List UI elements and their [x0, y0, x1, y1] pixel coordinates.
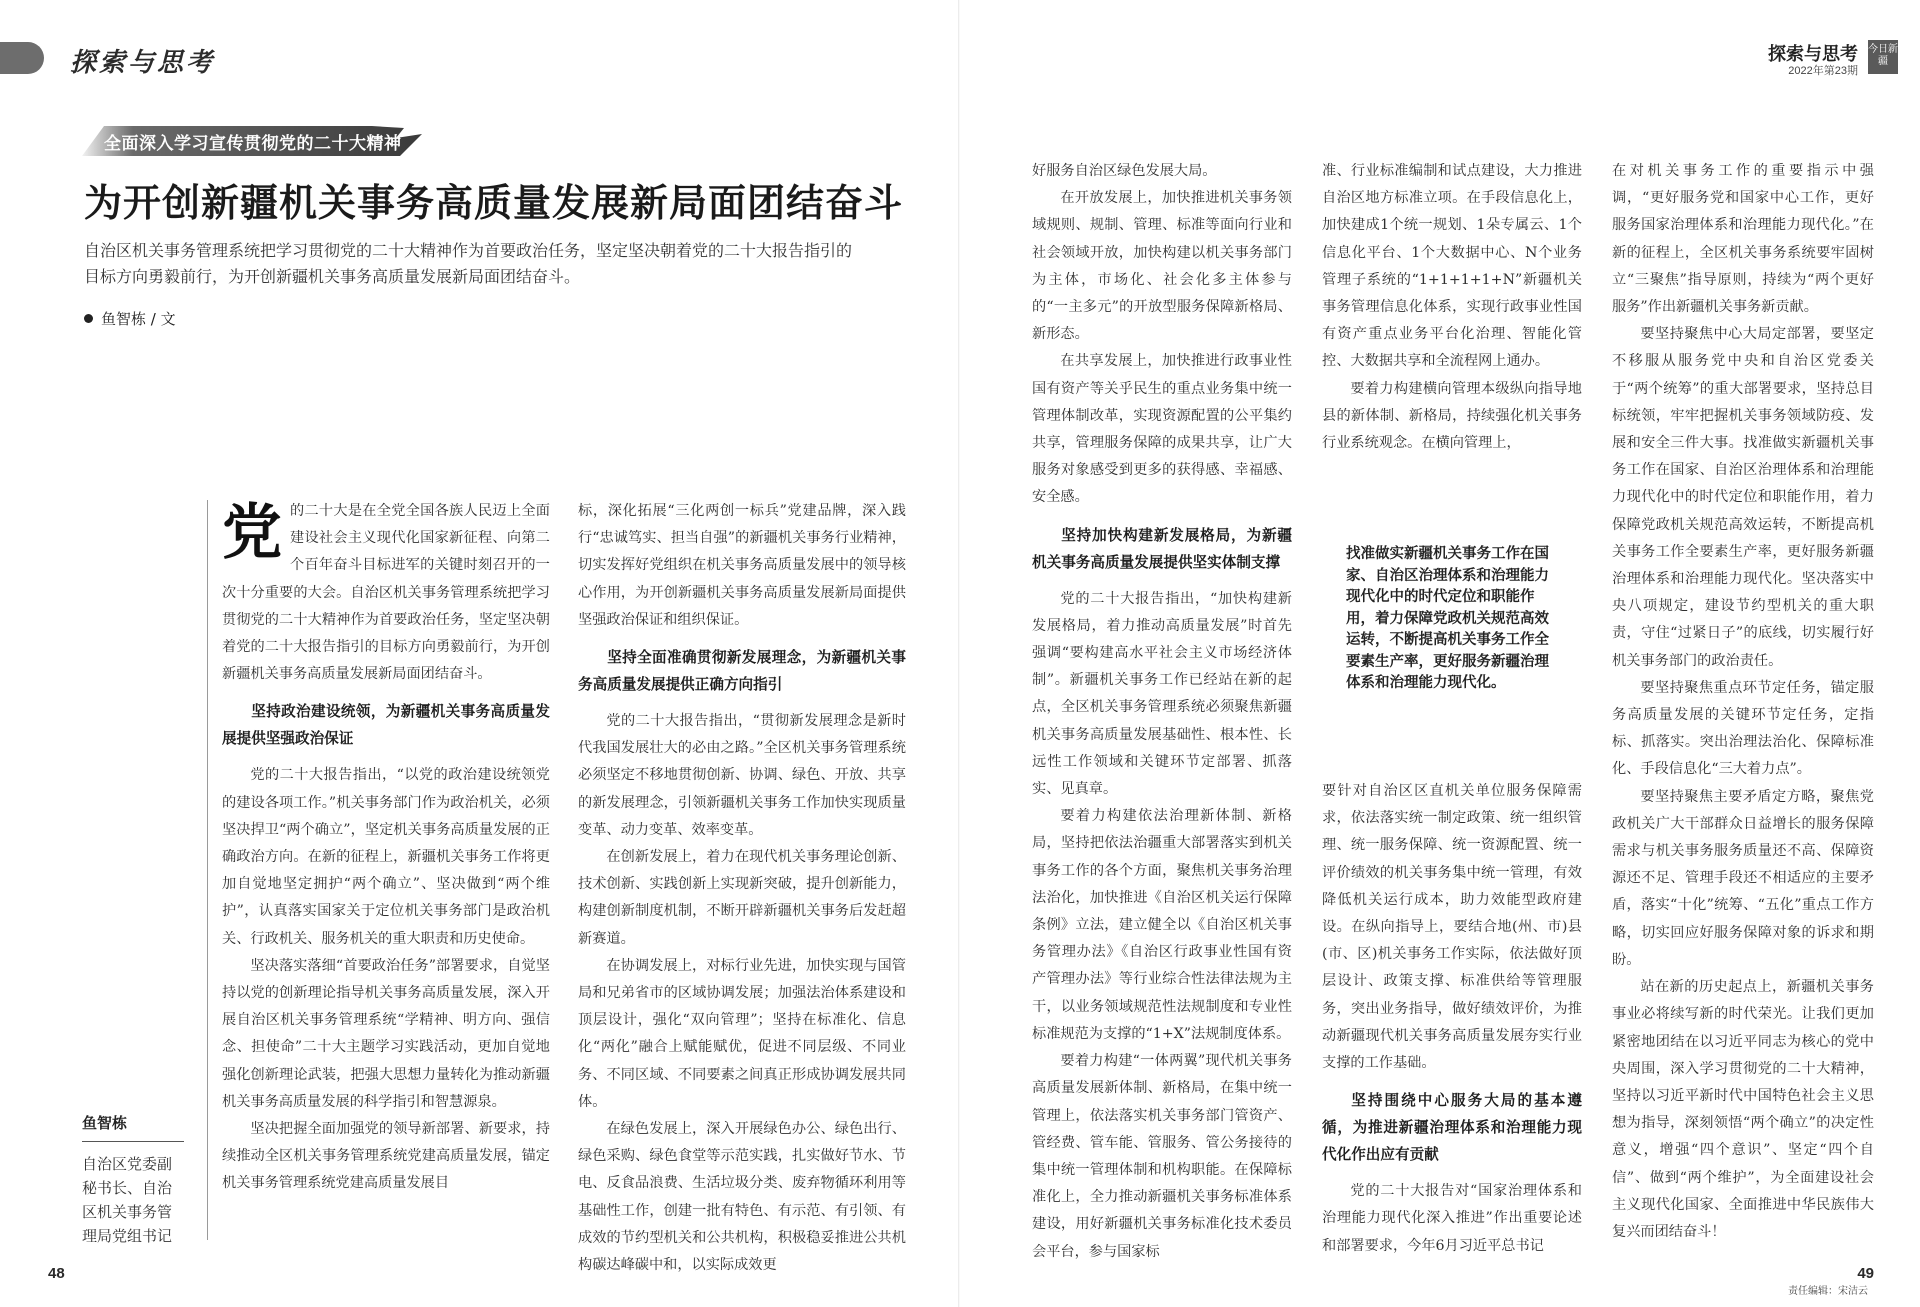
paragraph: 在共享发展上，加快推进行政事业性国有资产等关乎民生的重点业务集中统一管理体制改革，实现资源配置的公平集约共享，管理服务保障的成果共享，让广大服务对象感受到更多的获得感、幸福感、安全感。	[1032, 353, 1292, 506]
section-heading: 坚持围绕中心服务大局的基本遵循，为推进新疆治理体系和治理能力现代化作出应有贡献	[1322, 1092, 1582, 1164]
author-description: 自治区党委副秘书长、自治区机关事务管理局党组书记	[82, 1155, 173, 1245]
paragraph: 党的二十大报告指出，“以党的政治建设统领党的建设各项工作。”机关事务部门作为政治机关，必须坚决捍卫“两个确立”，坚定机关事务高质量发展的正确政治方向。在新的征程上，新疆机关事务工作将更加自觉地坚定拥护“两个确立”、坚决做到“两个维护”，认真落实国家关于定位机关事务部门是政治机关、行政机关、服务机关的重大职责和历史使命。	[222, 767, 550, 947]
paragraph: 要坚持聚焦中心大局定部署，要坚定不移服从服务党中央和自治区党委关于“两个统筹”的重大部署要求，坚持总目标统领，牢牢把握机关事务领域防疫、发展和安全三件大事。找准做实新疆机关事务工作在国家、自治区治理体系和治理能力现代化中的时代定位和职能作用，着力保障党政机关规范高效运转，不断提高机关事务工作全要素生产率，更好服务新疆治理体系和治理能力现代化。坚决落实中央八项规定，建设节约型机关的重大职责，守住“过紧日子”的底线，切实履行好机关事务部门的政治责任。	[1612, 326, 1874, 669]
paragraph	[222, 498, 550, 688]
text-column-4-top	[1322, 158, 1582, 478]
issue-label: 2022年第23期	[1788, 65, 1858, 77]
author-name: 鱼智栋	[82, 1114, 128, 1132]
paragraph: 要坚持聚焦重点环节定任务，锚定服务高质量发展的关键环节定任务，定指标、抓落实。突出治理法治化、保障标准化、手段信息化“三大着力点”。	[1612, 679, 1874, 778]
paragraph: 要坚持聚焦主要矛盾定方略，聚焦党政机关广大干部群众日益增长的服务保障需求与机关事务服务质量还不高、保障资源还不足、管理手段还不相适应的主要矛盾，落实“十化”统筹、“五化”重点工作方略，切实回应好服务保障对象的诉求和期盼。	[1612, 788, 1874, 968]
column-divider	[207, 500, 208, 1240]
text-column-2	[578, 498, 906, 1274]
paragraph: 要着力构建横向管理本级纵向指导地县的新体制、新格局，持续强化机关事务行业系统观念。在横向管理上，	[1322, 380, 1582, 452]
page-number: 49	[1857, 1265, 1874, 1282]
byline-text: 鱼智栋 / 文	[101, 310, 176, 328]
paragraph: 站在新的历史起点上，新疆机关事务事业必将续写新的时代荣光。让我们更加紧密地团结在以习近平同志为核心的党中央周围，深入学习贯彻党的二十大精神，坚持以习近平新时代中国特色社会主义思想为指导，深刻领悟“两个确立”的决定性意义，增强“四个意识”、坚定“四个自信”、做到“两个维护”，为全面建设社会主义现代化国家、全面推进中华民族伟大复兴而团结奋斗！	[1612, 979, 1874, 1240]
drop-cap: 党	[222, 498, 282, 568]
author-rule	[82, 1141, 184, 1142]
article-headline: 为开创新疆机关事务高质量发展新局面团结奋斗	[84, 181, 904, 225]
byline	[84, 308, 176, 329]
text-column-4-bottom	[1322, 778, 1582, 1288]
magazine-logo: 今日新疆	[1868, 40, 1898, 74]
section-heading: 坚持政治建设统领，为新疆机关事务高质量发展提供坚强政治保证	[222, 703, 550, 748]
section-heading: 坚持全面准确贯彻新发展理念，为新疆机关事务高质量发展提供正确方向指引	[578, 649, 906, 694]
text-column-5	[1612, 158, 1874, 1288]
pull-quote: 找准做实新疆机关事务工作在国家、自治区治理体系和治理能力现代化中的时代定位和职能作用，着力保障党政机关规范高效运转，不断提高机关事务工作全要素生产率，更好服务新疆治理体系和治理能力现代化。	[1346, 546, 1549, 691]
editor-credit: 责任编辑：宋洁云	[1788, 1286, 1868, 1297]
paragraph: 在开放发展上，加快推进机关事务领域规则、规制、管理、标准等面向行业和社会领域开放，加快构建以机关事务部门为主体，市场化、社会化多主体参与的“一主多元”的开放型服务保障新格局、新形态。	[1032, 190, 1292, 343]
paragraph: 坚决把握全面加强党的领导新部署、新要求，持续推动全区机关事务管理系统党建高质量发展，锚定机关事务管理系统党建高质量发展目	[222, 1121, 550, 1192]
paragraph: 党的二十大报告指出，“贯彻新发展理念是新时代我国发展壮大的必由之路。”全区机关事务管理系统必须坚定不移地贯彻创新、协调、绿色、开放、共享的新发展理念，引领新疆机关事务工作加快实现质量变革、动力变革、效率变革。	[578, 713, 906, 838]
topic-banner-text: 全面深入学习宣传贯彻党的二十大精神	[104, 134, 402, 153]
paragraph: 要针对自治区区直机关单位服务保障需求，依法落实统一制定政策、统一组织管理、统一服务保障、统一资源配置、统一评价绩效的机关事务集中统一管理，有效降低机关运行成本，助力效能型政府建设。在纵向指导上，要结合地(州、市)县(市、区)机关事务工作实际，依法做好顶层设计、政策支撑、标准供给等管理服务，突出业务指导，做好绩效评价，为推动新疆现代机关事务高质量发展夯实行业支撑的工作基础。	[1322, 783, 1582, 1072]
paragraph: 党的二十大报告对“国家治理体系和治理能力现代化深入推进”作出重要论述和部署要求，今年6月习近平总书记	[1322, 1183, 1582, 1254]
paragraph: 在绿色发展上，深入开展绿色办公、绿色出行、绿色采购、绿色食堂等示范实践，扎实做好节水、节电、反食品浪费、生活垃圾分类、废弃物循环利用等基础性工作，创建一批有特色、有示范、有引领、有成效的节约型机关和公共机构，积极稳妥推进公共机构碳达峰碳中和，以实际成效更	[578, 1121, 906, 1274]
paragraph: 坚决落实落细“首要政治任务”部署要求，自觉坚持以党的创新理论指导机关事务高质量发展，深入开展自治区机关事务管理系统“学精神、明方向、强信念、担使命”二十大主题学习实践活动，更加自觉地强化创新理论武装，把强大思想力量转化为推动新疆机关事务高质量发展的科学指引和智慧源泉。	[222, 957, 550, 1110]
paragraph: 要着力构建依法治理新体制、新格局，坚持把依法治疆重大部署落实到机关事务工作的各个方面，聚焦机关事务治理法治化，加快推进《自治区机关运行保障条例》立法，建立健全以《自治区机关事务管理办法》《自治区行政事业性国有资产管理办法》等行业综合性法律法规为主干，以业务领域规范性法规制度和专业性标准规范为支撑的“1+X”法规制度体系。	[1032, 808, 1292, 1042]
paragraph: 好服务自治区绿色发展大局。	[1032, 163, 1217, 179]
text-column-3	[1032, 158, 1292, 1288]
section-heading: 坚持加快构建新发展格局，为新疆机关事务高质量发展提供坚实体制支撑	[1032, 526, 1292, 571]
paragraph: 党的二十大报告指出，“加快构建新发展格局，着力推动高质量发展”时首先强调“要构建高水平社会主义市场经济体制”。新疆机关事务工作已经站在新的起点，全区机关事务管理系统必须聚焦新疆机关事务高质量发展基础性、根本性、长远性工作领域和关键环节定部署、抓落实、见真章。	[1032, 590, 1292, 798]
paragraph: 在对机关事务工作的重要指示中强调，“更好服务党和国家中心工作，更好服务国家治理体系和治理能力现代化。”在新的征程上，全区机关事务系统要牢固树立“三聚焦”指导原则，持续为“两个更好服务”作出新疆机关事务新贡献。	[1612, 163, 1874, 316]
paragraph: 标，深化拓展“三化两创一标兵”党建品牌，深入践行“忠诚笃实、担当自强”的新疆机关事务行业精神，切实发挥好党组织在机关事务高质量发展中的领导核心作用，为开创新疆机关事务高质量发展新局面提供坚强政治保证和组织保证。	[578, 503, 906, 628]
right-page	[960, 0, 1920, 1307]
section-header-title: 探索与思考	[70, 48, 216, 78]
paragraph: 要着力构建“一体两翼”现代机关事务高质量发展新体制、新格局，在集中统一管理上，依法落实机关事务部门管资产、管经费、管车能、管服务、管公务接待的集中统一管理体制和机构职能。在保障标准化上，全力推动新疆机关事务标准体系建设，用好新疆机关事务标准化技术委员会平台，参与国家标	[1032, 1053, 1292, 1260]
text-column-1	[222, 498, 550, 1250]
paragraph: 准、行业标准编制和试点建设，大力推进自治区地方标准立项。在手段信息化上，加快建成1个统一规划、1朵专属云、1个信息化平台、1个大数据中心、N个业务管理子系统的“1+1+1+1+N”新疆机关事务管理信息化体系，实现行政事业性国有资产重点业务平台化治理、智能化管控、大数据共享和全流程网上通办。	[1322, 163, 1582, 370]
paragraph: 在协调发展上，对标行业先进，加快实现与国管局和兄弟省市的区域协调发展；加强法治体系建设和顶层设计，强化“双向管理”；坚持在标准化、信息化“两化”融合上赋能赋优，促进不同层级、不同业务、不同区域、不同要素之间真正形成协调发展共同体。	[578, 957, 906, 1110]
section-header-title: 探索与思考	[1768, 44, 1858, 64]
page-number: 48	[48, 1265, 65, 1282]
header-bar-decoration	[0, 42, 44, 74]
topic-banner	[82, 126, 422, 156]
author-box	[82, 1112, 184, 1248]
paragraph-text: 的二十大是在全党全国各族人民迈上全面建设社会主义现代化国家新征程、向第二个百年奋斗目标进军的关键时刻召开的一次十分重要的大会。自治区机关事务管理系统把学习贯彻党的二十大精神作为首要政治任务，坚定坚决朝着党的二十大报告指引的目标方向勇毅前行，为开创新疆机关事务高质量发展新局面团结奋斗。	[222, 503, 550, 683]
bullet-icon	[84, 314, 93, 323]
article-lead: 自治区机关事务管理系统把学习贯彻党的二十大精神作为首要政治任务，坚定坚决朝着党的二十大报告指引的目标方向勇毅前行，为开创新疆机关事务高质量发展新局面团结奋斗。	[84, 241, 853, 286]
paragraph: 在创新发展上，着力在现代机关事务理论创新、技术创新、实践创新上实现新突破，提升创新能力，构建创新制度机制，不断开辟新疆机关事务后发赶超新赛道。	[578, 849, 906, 947]
